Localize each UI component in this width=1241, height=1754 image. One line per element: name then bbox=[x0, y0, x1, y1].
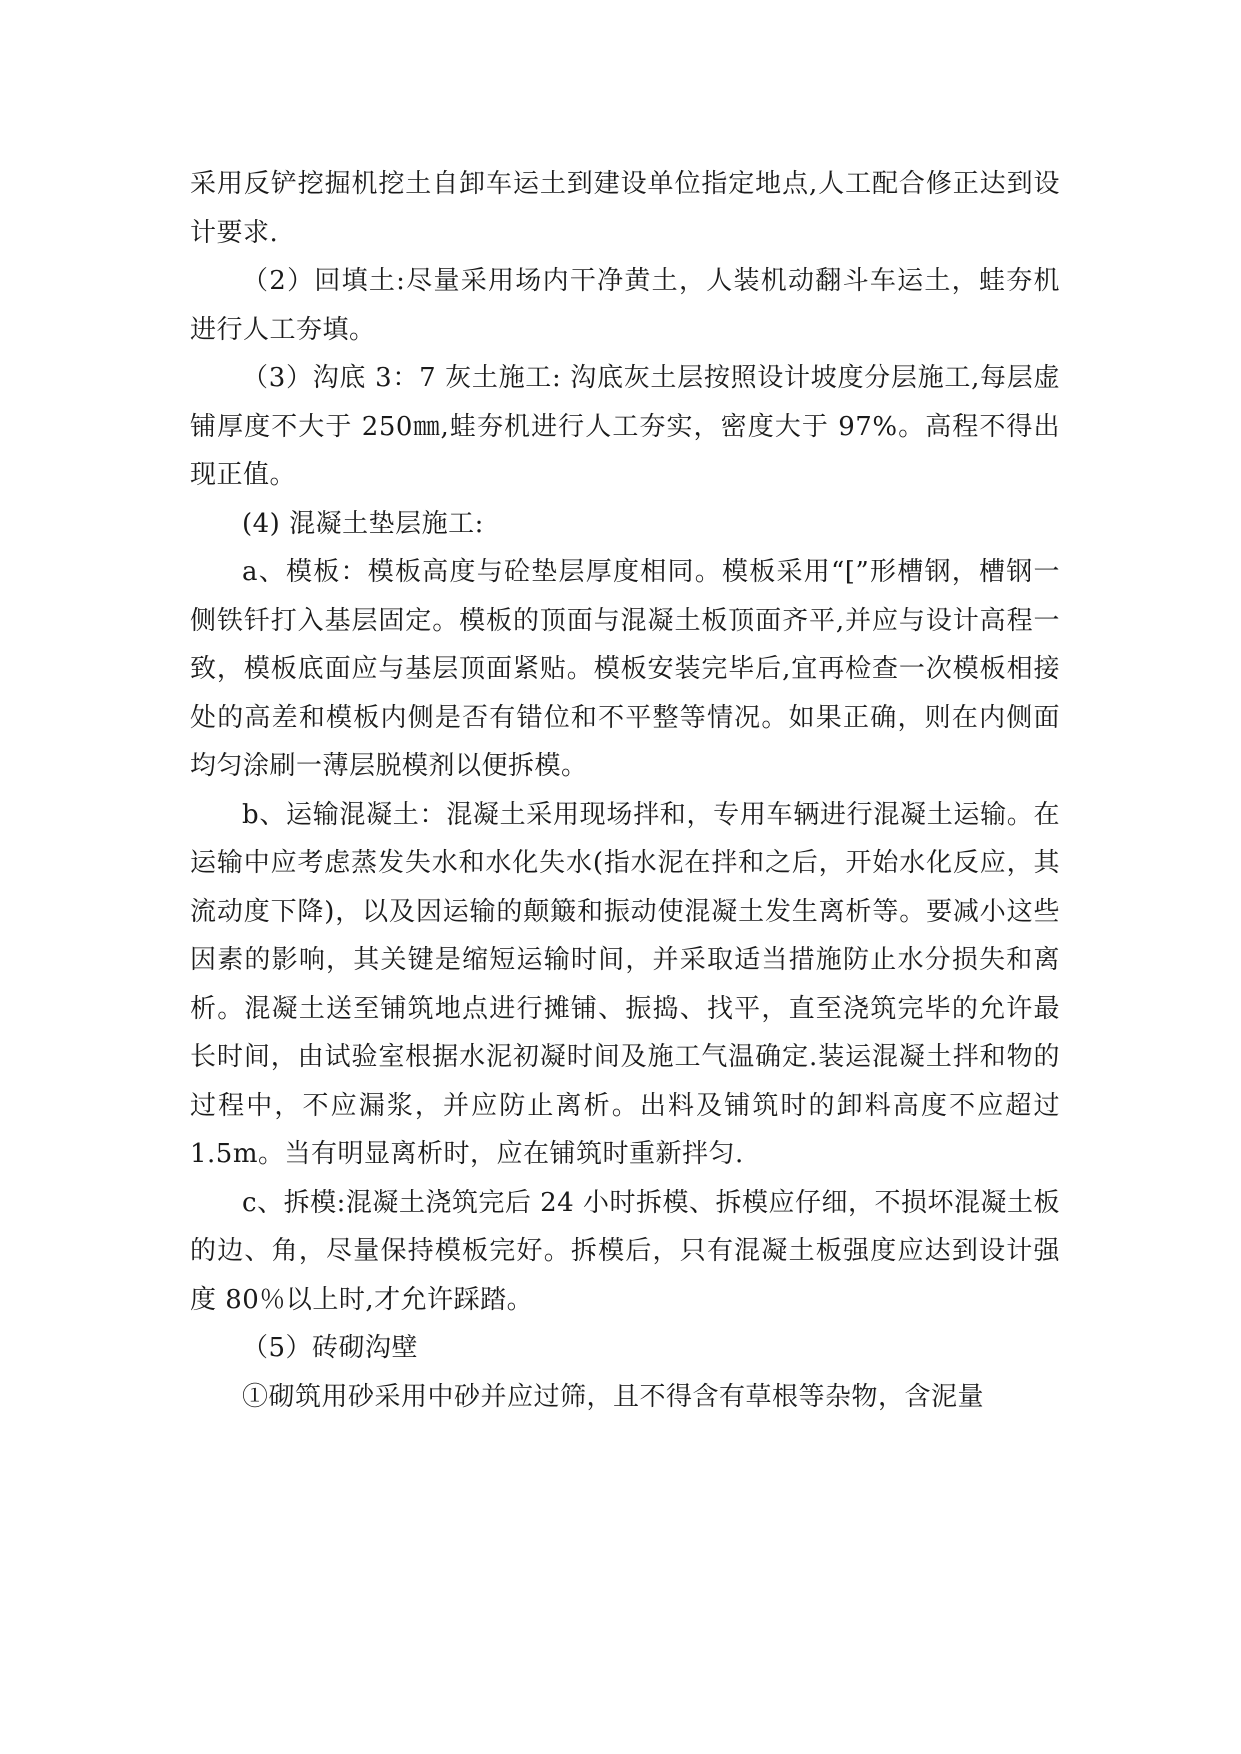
paragraph-backfill: （2）回填土:尽量采用场内干净黄土，人装机动翻斗车运土，蛙夯机进行人工夯填。 bbox=[190, 266, 1060, 345]
paragraph-excavation-continued: 采用反铲挖掘机挖土自卸车运土到建设单位指定地点,人工配合修正达到设计要求. bbox=[190, 169, 1060, 248]
paragraph-formwork: a、模板：模板高度与砼垫层厚度相同。模板采用“[”形槽钢，槽钢一侧铁钎打入基层固定。模板的顶面与混凝土板顶面齐平,并应与设计高程一致，模板底面应与基层顶面紧贴。模板安装完毕后,宜再检查一次模板相接处的高差和模板内侧是否有错位和不平整等情况。如果正确，则在内侧面均匀涂刷一薄层脱模剂以便拆模。 bbox=[190, 557, 1060, 781]
paragraph-form-removal: c、拆模:混凝土浇筑完后 24 小时拆模、拆模应仔细，不损坏混凝土板的边、角，尽量保持模板完好。拆模后，只有混凝土板强度应达到设计强度 80％以上时,才允许踩踏。 bbox=[190, 1187, 1060, 1315]
paragraph-lime-soil: （3）沟底 3：7 灰土施工: 沟底灰土层按照设计坡度分层施工,每层虚铺厚度不大于 250㎜,蛙夯机进行人工夯实，密度大于 97%。高程不得出现正值。 bbox=[190, 363, 1060, 490]
heading-concrete-cushion: (4) 混凝土垫层施工: bbox=[242, 508, 484, 539]
paragraph-sand-requirement: ①砌筑用砂采用中砂并应过筛，且不得含有草根等杂物，含泥量 bbox=[242, 1381, 985, 1412]
document-body bbox=[190, 160, 1060, 1421]
paragraph-concrete-transport: b、运输混凝土：混凝土采用现场拌和，专用车辆进行混凝土运输。在运输中应考虑蒸发失水和水化失水(指水泥在拌和之后，开始水化反应，其流动度下降)，以及因运输的颠簸和振动使混凝土发生离析等。要减小这些因素的影响，其关键是缩短运输时间，并采取适当措施防止水分损失和离析。混凝土送至铺筑地点进行摊铺、振捣、找平，直至浇筑完毕的允许最长时间，由试验室根据水泥初凝时间及施工气温确定.装运混凝土拌和物的过程中，不应漏浆，并应防止离析。出料及铺筑时的卸料高度不应超过 1.5m。当有明显离析时，应在铺筑时重新拌匀. bbox=[190, 799, 1060, 1169]
heading-brick-wall: （5）砖砌沟壁 bbox=[242, 1333, 419, 1363]
